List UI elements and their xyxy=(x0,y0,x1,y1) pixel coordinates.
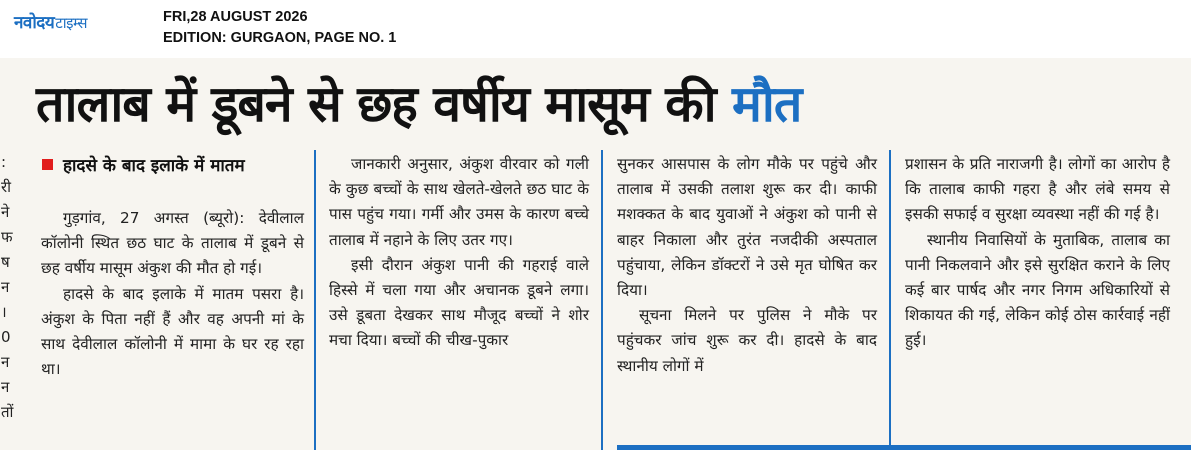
logo-sub-text: टाइम्स xyxy=(55,14,88,32)
adjacent-article-fragment xyxy=(0,150,14,450)
paragraph: जानकारी अनुसार, अंकुश वीरवार को गली के कुछ बच्चों के साथ खेलते-खेलते छठ घाट के पास पहुंच गया। गर्मी और उमस के कारण बच्चे तालाब में नहाने के लिए उतर गए। xyxy=(329,155,589,249)
column-divider xyxy=(889,150,891,450)
fragment-line: 0 xyxy=(1,328,11,346)
subheading-text: हादसे के बाद इलाके में मातम xyxy=(63,156,245,176)
logo-main-text: नवोदय xyxy=(14,13,55,33)
article-column-1 xyxy=(41,206,304,382)
bottom-rule xyxy=(617,445,1191,450)
article-subheading xyxy=(42,152,322,180)
fragment-line: । xyxy=(1,303,7,321)
red-square-bullet-icon xyxy=(42,159,53,170)
masthead-bar xyxy=(0,0,1191,58)
article-column-3 xyxy=(617,152,877,379)
paragraph: स्थानीय निवासियों के मुताबिक, तालाब का पानी निकलवाने और इसे सुरक्षित कराने के लिए कई बार पार्षद और नगर निगम अधिकारियों से शिकायत की गई, लेकिन कोई ठोस कार्रवाई नहीं हुई। xyxy=(905,230,1170,350)
edition-info xyxy=(163,7,396,49)
fragment-line: री xyxy=(1,178,12,196)
fragment-line: न xyxy=(1,378,10,396)
article-headline xyxy=(36,64,1176,144)
date-line: FRI,28 AUGUST 2026 xyxy=(163,9,308,25)
paragraph: प्रशासन के प्रति नाराजगी है। लोगों का आरोप है कि तालाब काफी गहरा है और लंबे समय से इसकी सफाई व सुरक्षा व्यवस्था नहीं की गई है। xyxy=(905,155,1170,224)
column-divider xyxy=(314,150,316,450)
fragment-line: न xyxy=(1,278,10,296)
headline-main: तालाब में डूबने से छह वर्षीय मासूम की xyxy=(36,75,716,133)
fragment-line: ष xyxy=(1,253,10,271)
newspaper-logo[interactable] xyxy=(14,10,87,33)
fragment-line: तों xyxy=(1,403,14,421)
edition-line: EDITION: GURGAON, PAGE NO. 1 xyxy=(163,30,397,46)
fragment-line: फ xyxy=(1,228,13,246)
paragraph: गुड़गांव, 27 अगस्त (ब्यूरो): देवीलाल कॉलोनी स्थित छठ घाट के तालाब में डूबने से छह वर्षीय मासूम अंकुश की मौत हो गई। xyxy=(41,209,304,278)
fragment-line: : xyxy=(1,153,7,171)
paragraph: सूचना मिलने पर पुलिस ने मौके पर पहुंचकर जांच शुरू कर दी। हादसे के बाद स्थानीय लोगों में xyxy=(617,306,877,375)
fragment-line: न xyxy=(1,353,10,371)
column-divider xyxy=(601,150,603,450)
paragraph: सुनकर आसपास के लोग मौके पर पहुंचे और तालाब में उसकी तलाश शुरू कर दी। काफी मशक्कत के बाद युवाओं ने अंकुश को पानी से बाहर निकाला और तुरंत नजदीकी अस्पताल पहुंचाया, लेकिन डॉक्टरों ने उसे मृत घोषित कर दिया। xyxy=(617,155,877,300)
paragraph: इसी दौरान अंकुश पानी की गहराई वाले हिस्से में चला गया और अचानक डूबने लगा। उसे डूबता देखकर साथ मौजूद बच्चों ने शोर मचा दिया। बच्चों की चीख-पुकार xyxy=(329,255,589,350)
paragraph: हादसे के बाद इलाके में मातम पसरा है। अंकुश के पिता नहीं हैं और वह अपनी मां के साथ देवीलाल कॉलोनी में मामा के घर रह रहा था। xyxy=(41,284,304,379)
article-column-2 xyxy=(329,152,589,354)
headline-highlight: मौत xyxy=(732,75,802,133)
fragment-line: ने xyxy=(1,203,10,221)
article-column-4 xyxy=(905,152,1170,354)
